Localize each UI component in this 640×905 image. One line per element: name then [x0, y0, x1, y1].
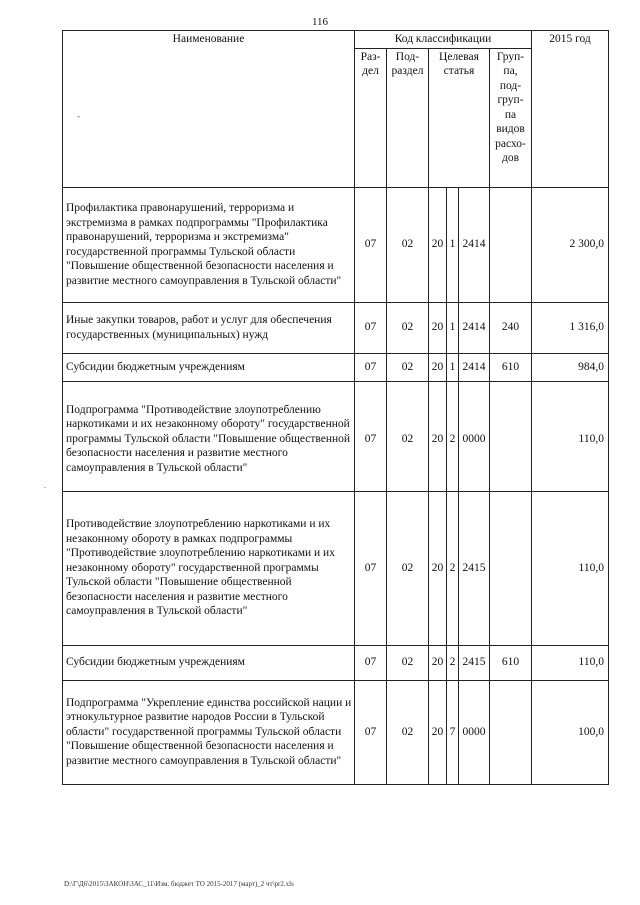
row-amount: 100,0: [532, 680, 609, 784]
row-name: Иные закупки товаров, работ и услуг для обеспечения государственных (муниципальных) нужд: [63, 302, 355, 353]
row-target-part-1: 20: [429, 187, 447, 302]
table-row: [63, 187, 609, 302]
row-target-part-1: 20: [429, 353, 447, 381]
target-article-header: Целевая статья: [429, 48, 490, 187]
year-header: 2015 год: [532, 31, 609, 188]
row-target-part-2: 1: [447, 187, 459, 302]
row-name: Противодействие злоупотреблению наркотиками и их незаконному обороту в рамках подпрограммы "Противодействие злоупотреблению наркотиками и их незаконному обороту" государственной программы Тульской области "Повышение общественной безопасности населения и развитие местного самоуправления в Тульской области": [63, 491, 355, 645]
row-target-part-3: 2414: [459, 353, 490, 381]
row-target-part-2: 7: [447, 680, 459, 784]
row-section: 07: [355, 353, 387, 381]
scan-speck: [44, 487, 46, 488]
name-header: Наименование -: [63, 31, 355, 188]
table-row: [63, 680, 609, 784]
row-target-part-1: 20: [429, 645, 447, 680]
page-number: 116: [311, 16, 329, 28]
row-target-part-2: 1: [447, 302, 459, 353]
row-group: 240: [490, 302, 532, 353]
row-section: 07: [355, 187, 387, 302]
row-section: 07: [355, 302, 387, 353]
row-amount: 110,0: [532, 387, 609, 491]
group-header: Груп-па, под-груп-па видов расхо-дов: [490, 48, 532, 187]
row-target-part-1: 20: [429, 680, 447, 784]
row-target-part-2: 1: [447, 353, 459, 381]
row-group: [490, 491, 532, 645]
row-target-part-3: 2414: [459, 187, 490, 302]
row-target-part-2: 2: [447, 491, 459, 645]
row-group: [490, 387, 532, 491]
row-target-part-3: 0000: [459, 387, 490, 491]
file-path-footer: D:\Г\Д6\2015\ЗАКОН\ЗАС_11\Изм. бюджет ТО 2015-2017 (март)_2 чт\pr2.xls: [64, 880, 294, 888]
row-amount: 1 316,0: [532, 302, 609, 353]
row-target-part-2: 2: [447, 387, 459, 491]
row-target-part-1: 20: [429, 491, 447, 645]
header-row-1: [63, 31, 609, 49]
row-target-part-3: 2415: [459, 491, 490, 645]
row-name: Субсидии бюджетным учреждениям: [63, 353, 355, 381]
table-row: [63, 491, 609, 645]
table-row: [63, 387, 609, 491]
row-target-part-3: 0000: [459, 680, 490, 784]
row-amount: 110,0: [532, 491, 609, 645]
row-section: 07: [355, 491, 387, 645]
row-target-part-1: 20: [429, 387, 447, 491]
row-name: Подпрограмма "Противодействие злоупотреблению наркотиками и их незаконному обороту" государственной программы Тульской области "Повышение общественной безопасности населения и развитие местного самоуправления в Тульской области": [63, 387, 355, 491]
row-subsection: 02: [387, 353, 429, 381]
row-section: 07: [355, 387, 387, 491]
classification-header: Код классификации: [355, 31, 532, 49]
section-header: Раз-дел: [355, 48, 387, 187]
row-subsection: 02: [387, 645, 429, 680]
row-target-part-3: 2414: [459, 302, 490, 353]
row-name: Подпрограмма "Укрепление единства российской нации и этнокультурное развитие народов России в Тульской области" государственной программы Тульской области "Повышение общественной безопасности населения и развитие местного самоуправления в Тульской области": [63, 680, 355, 784]
row-subsection: 02: [387, 187, 429, 302]
table-row: [63, 645, 609, 680]
row-group: 610: [490, 353, 532, 381]
budget-table: [62, 30, 609, 785]
row-group: 610: [490, 645, 532, 680]
row-amount: 110,0: [532, 645, 609, 680]
row-group: [490, 680, 532, 784]
row-subsection: 02: [387, 302, 429, 353]
row-target-part-2: 2: [447, 645, 459, 680]
row-name: Профилактика правонарушений, терроризма и экстремизма в рамках подпрограммы "Профилактика правонарушений, терроризма и экстремизма" государственной программы Тульской области "Повышение общественной безопасности населения и развитие местного самоуправления в Тульской области": [63, 187, 355, 302]
row-section: 07: [355, 645, 387, 680]
row-amount: 984,0: [532, 353, 609, 381]
row-target-part-3: 2415: [459, 645, 490, 680]
table-row: [63, 353, 609, 381]
row-section: 07: [355, 680, 387, 784]
row-target-part-1: 20: [429, 302, 447, 353]
table-row: [63, 302, 609, 353]
row-name: Субсидии бюджетным учреждениям: [63, 645, 355, 680]
row-amount: 2 300,0: [532, 187, 609, 302]
row-subsection: 02: [387, 680, 429, 784]
row-subsection: 02: [387, 491, 429, 645]
subsection-header: Под-раздел: [387, 48, 429, 187]
row-group: [490, 187, 532, 302]
row-subsection: 02: [387, 387, 429, 491]
